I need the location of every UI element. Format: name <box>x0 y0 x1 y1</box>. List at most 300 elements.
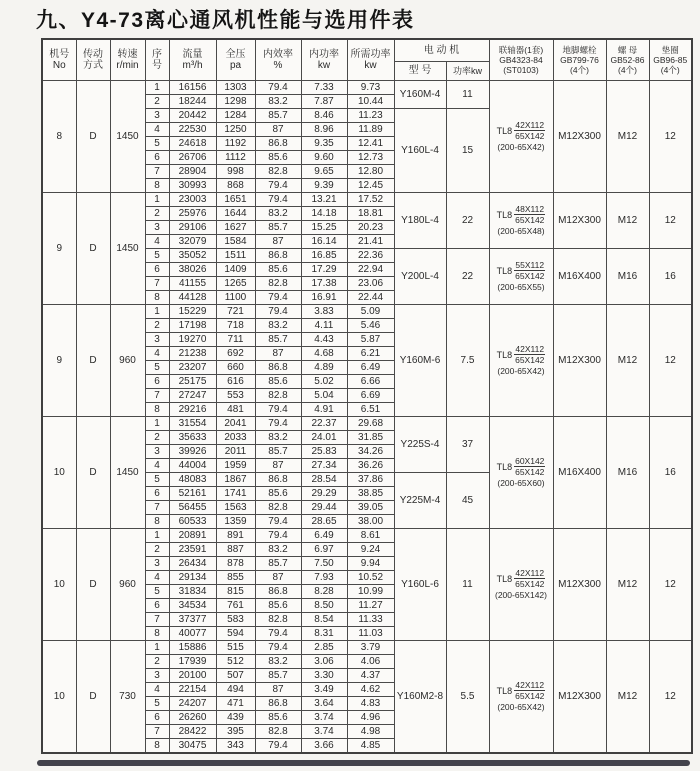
required-power-cell: 37.86 <box>347 473 394 487</box>
motor-power-cell: 22 <box>446 249 489 305</box>
motor-model-cell: Y200L-4 <box>394 249 446 305</box>
efficiency-cell: 87 <box>255 571 301 585</box>
drive-cell: D <box>76 417 110 529</box>
efficiency-header: 内效率 % <box>255 39 301 81</box>
seq-cell: 5 <box>145 585 169 599</box>
flow-cell: 32079 <box>169 235 216 249</box>
inner-power-cell: 7.50 <box>301 557 347 571</box>
seq-cell: 8 <box>145 179 169 193</box>
required-power-cell: 9.73 <box>347 81 394 95</box>
washer-cell: 16 <box>649 249 692 305</box>
washer-cell: 16 <box>649 417 692 529</box>
efficiency-cell: 83.2 <box>255 95 301 109</box>
seq-cell: 2 <box>145 431 169 445</box>
seq-cell: 3 <box>145 557 169 571</box>
flow-cell: 23591 <box>169 543 216 557</box>
pressure-cell: 1644 <box>216 207 255 221</box>
page-bottom-shadow <box>37 760 690 766</box>
efficiency-cell: 85.6 <box>255 487 301 501</box>
flow-cell: 20442 <box>169 109 216 123</box>
inner-power-cell: 7.33 <box>301 81 347 95</box>
inner-power-cell: 13.21 <box>301 193 347 207</box>
flow-header: 流量 m³/h <box>169 39 216 81</box>
inner-power-cell: 14.18 <box>301 207 347 221</box>
pressure-cell: 718 <box>216 319 255 333</box>
efficiency-cell: 85.6 <box>255 375 301 389</box>
required-power-cell: 12.45 <box>347 179 394 193</box>
pressure-cell: 1192 <box>216 137 255 151</box>
required-power-cell: 4.62 <box>347 683 394 697</box>
pressure-cell: 660 <box>216 361 255 375</box>
required-power-cell: 4.85 <box>347 739 394 754</box>
inner-power-cell: 8.50 <box>301 599 347 613</box>
machine-no-cell: 10 <box>42 641 76 754</box>
motor-power-cell: 7.5 <box>446 305 489 417</box>
motor-model-cell: Y160M2-8 <box>394 641 446 754</box>
anchor-bolt-cell: M12X300 <box>553 529 606 641</box>
nut-cell: M16 <box>606 249 649 305</box>
pressure-cell: 815 <box>216 585 255 599</box>
efficiency-cell: 79.4 <box>255 179 301 193</box>
pressure-cell: 1112 <box>216 151 255 165</box>
inner-power-cell: 8.28 <box>301 585 347 599</box>
pressure-cell: 616 <box>216 375 255 389</box>
flow-cell: 24207 <box>169 697 216 711</box>
required-power-cell: 23.06 <box>347 277 394 291</box>
inner-power-cell: 27.34 <box>301 459 347 473</box>
motor-model-cell: Y160L-6 <box>394 529 446 641</box>
speed-cell: 1450 <box>110 417 145 529</box>
speed-cell: 730 <box>110 641 145 754</box>
pressure-cell: 1741 <box>216 487 255 501</box>
efficiency-cell: 86.8 <box>255 361 301 375</box>
inner-power-cell: 3.64 <box>301 697 347 711</box>
efficiency-cell: 82.8 <box>255 277 301 291</box>
flow-cell: 15229 <box>169 305 216 319</box>
motor-model-cell: Y180L-4 <box>394 193 446 249</box>
required-power-cell: 39.05 <box>347 501 394 515</box>
efficiency-cell: 86.8 <box>255 137 301 151</box>
flow-cell: 35052 <box>169 249 216 263</box>
flow-cell: 28422 <box>169 725 216 739</box>
pressure-cell: 1651 <box>216 193 255 207</box>
inner-power-cell: 6.97 <box>301 543 347 557</box>
required-power-cell: 22.36 <box>347 249 394 263</box>
anchor-bolt-cell: M12X300 <box>553 81 606 193</box>
pressure-cell: 1867 <box>216 473 255 487</box>
inner-power-cell: 9.39 <box>301 179 347 193</box>
seq-cell: 5 <box>145 249 169 263</box>
required-power-cell: 12.80 <box>347 165 394 179</box>
pressure-cell: 878 <box>216 557 255 571</box>
required-power-cell: 11.03 <box>347 627 394 641</box>
pressure-cell: 868 <box>216 179 255 193</box>
flow-cell: 25976 <box>169 207 216 221</box>
inner-power-cell: 17.29 <box>301 263 347 277</box>
inner-power-cell: 7.93 <box>301 571 347 585</box>
speed-cell: 960 <box>110 529 145 641</box>
flow-cell: 19270 <box>169 333 216 347</box>
required-power-cell: 5.46 <box>347 319 394 333</box>
inner-power-cell: 8.31 <box>301 627 347 641</box>
required-power-cell: 9.94 <box>347 557 394 571</box>
efficiency-cell: 79.4 <box>255 305 301 319</box>
drive-cell: D <box>76 193 110 305</box>
seq-cell: 5 <box>145 697 169 711</box>
seq-cell: 1 <box>145 81 169 95</box>
pressure-cell: 1359 <box>216 515 255 529</box>
seq-cell: 3 <box>145 445 169 459</box>
speed-cell: 960 <box>110 305 145 417</box>
inner-power-cell: 8.46 <box>301 109 347 123</box>
motor-model-cell: Y225M-4 <box>394 473 446 529</box>
washer-cell: 12 <box>649 529 692 641</box>
drive-header: 传动 方式 <box>76 39 110 81</box>
seq-cell: 3 <box>145 669 169 683</box>
inner-power-cell: 4.43 <box>301 333 347 347</box>
flow-cell: 27247 <box>169 389 216 403</box>
pressure-cell: 481 <box>216 403 255 417</box>
required-power-cell: 18.81 <box>347 207 394 221</box>
inner-power-cell: 3.49 <box>301 683 347 697</box>
inner-power-cell: 17.38 <box>301 277 347 291</box>
nut-cell: M12 <box>606 81 649 193</box>
required-power-cell: 3.79 <box>347 641 394 655</box>
seq-cell: 5 <box>145 473 169 487</box>
inner-power-cell: 4.91 <box>301 403 347 417</box>
seq-cell: 2 <box>145 207 169 221</box>
coupling-cell: TL8 $\frac{48X112}{65X142}$ (200-65X48) <box>489 193 553 249</box>
inner-power-cell: 22.37 <box>301 417 347 431</box>
pressure-cell: 998 <box>216 165 255 179</box>
required-power-cell: 11.27 <box>347 599 394 613</box>
seq-cell: 1 <box>145 193 169 207</box>
speed-cell: 1450 <box>110 193 145 305</box>
table-header <box>42 39 692 81</box>
pressure-cell: 1409 <box>216 263 255 277</box>
inner-power-cell: 9.65 <box>301 165 347 179</box>
required-power-cell: 6.66 <box>347 375 394 389</box>
motor-power-cell: 15 <box>446 109 489 193</box>
table-row <box>42 417 692 431</box>
efficiency-cell: 79.4 <box>255 627 301 641</box>
required-power-cell: 21.41 <box>347 235 394 249</box>
flow-cell: 18244 <box>169 95 216 109</box>
flow-cell: 31834 <box>169 585 216 599</box>
nut-cell: M12 <box>606 305 649 417</box>
nut-cell: M16 <box>606 417 649 529</box>
flow-cell: 26260 <box>169 711 216 725</box>
inner-power-cell: 3.74 <box>301 711 347 725</box>
washer-cell: 12 <box>649 193 692 249</box>
motor-group-header: 电 动 机 <box>394 39 489 61</box>
machine-no-header: 机号 No <box>42 39 76 81</box>
required-power-cell: 36.26 <box>347 459 394 473</box>
efficiency-cell: 85.6 <box>255 151 301 165</box>
anchor-bolt-cell: M12X300 <box>553 193 606 249</box>
motor-power-cell: 37 <box>446 417 489 473</box>
seq-cell: 4 <box>145 683 169 697</box>
efficiency-cell: 85.6 <box>255 711 301 725</box>
flow-cell: 20100 <box>169 669 216 683</box>
pressure-cell: 711 <box>216 333 255 347</box>
anchor-bolt-cell: M12X300 <box>553 305 606 417</box>
washer-cell: 12 <box>649 305 692 417</box>
flow-cell: 41155 <box>169 277 216 291</box>
inner-power-cell: 4.89 <box>301 361 347 375</box>
pressure-cell: 507 <box>216 669 255 683</box>
seq-cell: 1 <box>145 641 169 655</box>
pressure-cell: 2033 <box>216 431 255 445</box>
pressure-cell: 471 <box>216 697 255 711</box>
inner-power-cell: 3.06 <box>301 655 347 669</box>
anchor-bolt-cell: M16X400 <box>553 417 606 529</box>
flow-cell: 35633 <box>169 431 216 445</box>
seq-cell: 6 <box>145 487 169 501</box>
flow-cell: 23207 <box>169 361 216 375</box>
inner-power-cell: 5.04 <box>301 389 347 403</box>
pressure-cell: 553 <box>216 389 255 403</box>
efficiency-cell: 86.8 <box>255 473 301 487</box>
inner-power-cell: 16.14 <box>301 235 347 249</box>
inner-power-cell: 6.49 <box>301 529 347 543</box>
table-row <box>42 305 692 319</box>
flow-cell: 16156 <box>169 81 216 95</box>
efficiency-cell: 86.8 <box>255 697 301 711</box>
motor-power-cell: 11 <box>446 81 489 109</box>
motor-model-cell: Y160L-4 <box>394 109 446 193</box>
required-power-cell: 12.73 <box>347 151 394 165</box>
motor-power-cell: 5.5 <box>446 641 489 754</box>
drive-cell: D <box>76 305 110 417</box>
required-power-cell: 17.52 <box>347 193 394 207</box>
inner-power-cell: 28.54 <box>301 473 347 487</box>
inner-power-cell: 24.01 <box>301 431 347 445</box>
efficiency-cell: 83.2 <box>255 319 301 333</box>
flow-cell: 44004 <box>169 459 216 473</box>
seq-cell: 1 <box>145 305 169 319</box>
flow-cell: 22154 <box>169 683 216 697</box>
nut-cell: M12 <box>606 193 649 249</box>
seq-cell: 7 <box>145 277 169 291</box>
machine-no-cell: 9 <box>42 305 76 417</box>
pressure-cell: 1563 <box>216 501 255 515</box>
efficiency-cell: 83.2 <box>255 431 301 445</box>
seq-cell: 4 <box>145 347 169 361</box>
pressure-cell: 761 <box>216 599 255 613</box>
efficiency-cell: 79.4 <box>255 739 301 754</box>
required-power-cell: 5.09 <box>347 305 394 319</box>
flow-cell: 39926 <box>169 445 216 459</box>
seq-cell: 2 <box>145 319 169 333</box>
anchor-bolt-header: 地脚螺栓 GB799-76 (4个) <box>553 39 606 81</box>
pressure-cell: 1298 <box>216 95 255 109</box>
efficiency-cell: 79.4 <box>255 515 301 529</box>
nut-cell: M12 <box>606 529 649 641</box>
inner-power-cell: 3.66 <box>301 739 347 754</box>
table-body <box>42 81 692 754</box>
seq-cell: 2 <box>145 655 169 669</box>
machine-no-cell: 10 <box>42 529 76 641</box>
seq-cell: 3 <box>145 333 169 347</box>
efficiency-cell: 79.4 <box>255 291 301 305</box>
efficiency-cell: 87 <box>255 123 301 137</box>
pressure-cell: 1584 <box>216 235 255 249</box>
pressure-cell: 583 <box>216 613 255 627</box>
efficiency-cell: 85.6 <box>255 599 301 613</box>
required-power-cell: 22.44 <box>347 291 394 305</box>
efficiency-cell: 83.2 <box>255 655 301 669</box>
flow-cell: 44128 <box>169 291 216 305</box>
pressure-cell: 692 <box>216 347 255 361</box>
motor-model-cell: Y160M-4 <box>394 81 446 109</box>
flow-cell: 17198 <box>169 319 216 333</box>
flow-cell: 38026 <box>169 263 216 277</box>
flow-cell: 21238 <box>169 347 216 361</box>
motor-model-cell: Y160M-6 <box>394 305 446 417</box>
machine-no-cell: 9 <box>42 193 76 305</box>
page-title: 九、Y4-73离心通风机性能与选用件表 <box>36 9 415 32</box>
coupling-header: 联轴器(1套) GB4323-84 (ST0103) <box>489 39 553 81</box>
washer-header: 垫圈 GB96-85 (4个) <box>649 39 692 81</box>
flow-cell: 24618 <box>169 137 216 151</box>
efficiency-cell: 79.4 <box>255 403 301 417</box>
required-power-cell: 4.96 <box>347 711 394 725</box>
drive-cell: D <box>76 641 110 754</box>
required-power-cell: 12.41 <box>347 137 394 151</box>
seq-cell: 7 <box>145 501 169 515</box>
seq-cell: 8 <box>145 515 169 529</box>
efficiency-cell: 87 <box>255 459 301 473</box>
inner-power-cell: 3.30 <box>301 669 347 683</box>
required-power-cell: 38.85 <box>347 487 394 501</box>
flow-cell: 56455 <box>169 501 216 515</box>
flow-cell: 31554 <box>169 417 216 431</box>
required-power-cell: 6.21 <box>347 347 394 361</box>
table-row <box>42 193 692 207</box>
required-power-cell: 10.52 <box>347 571 394 585</box>
washer-cell: 12 <box>649 81 692 193</box>
efficiency-cell: 85.7 <box>255 333 301 347</box>
motor-power-cell: 45 <box>446 473 489 529</box>
motor-power-header: 功率kw <box>446 61 489 80</box>
pressure-cell: 891 <box>216 529 255 543</box>
required-power-cell: 11.89 <box>347 123 394 137</box>
machine-no-cell: 8 <box>42 81 76 193</box>
flow-cell: 25175 <box>169 375 216 389</box>
nut-cell: M12 <box>606 641 649 754</box>
efficiency-cell: 79.4 <box>255 641 301 655</box>
seq-cell: 5 <box>145 361 169 375</box>
seq-cell: 7 <box>145 165 169 179</box>
flow-cell: 60533 <box>169 515 216 529</box>
inner-power-cell: 28.65 <box>301 515 347 529</box>
pressure-cell: 2041 <box>216 417 255 431</box>
anchor-bolt-cell: M12X300 <box>553 641 606 754</box>
efficiency-cell: 79.4 <box>255 81 301 95</box>
seq-cell: 1 <box>145 417 169 431</box>
flow-cell: 30475 <box>169 739 216 754</box>
fan-spec-table <box>41 38 693 754</box>
required-power-cell: 5.87 <box>347 333 394 347</box>
pressure-cell: 395 <box>216 725 255 739</box>
seq-cell: 8 <box>145 291 169 305</box>
required-power-cell: 4.83 <box>347 697 394 711</box>
flow-cell: 29106 <box>169 221 216 235</box>
flow-cell: 29134 <box>169 571 216 585</box>
seq-cell: 7 <box>145 725 169 739</box>
inner-power-cell: 16.91 <box>301 291 347 305</box>
efficiency-cell: 82.8 <box>255 725 301 739</box>
efficiency-cell: 82.8 <box>255 389 301 403</box>
flow-cell: 29216 <box>169 403 216 417</box>
inner-power-cell: 7.87 <box>301 95 347 109</box>
inner-power-header: 内功率 kw <box>301 39 347 81</box>
required-power-cell: 10.44 <box>347 95 394 109</box>
inner-power-cell: 29.44 <box>301 501 347 515</box>
inner-power-cell: 3.83 <box>301 305 347 319</box>
coupling-cell: TL8 $\frac{42X112}{65X142}$ (200-65X42) <box>489 641 553 754</box>
efficiency-cell: 85.7 <box>255 445 301 459</box>
efficiency-cell: 85.7 <box>255 109 301 123</box>
inner-power-cell: 16.85 <box>301 249 347 263</box>
inner-power-cell: 15.25 <box>301 221 347 235</box>
inner-power-cell: 9.60 <box>301 151 347 165</box>
efficiency-cell: 85.7 <box>255 557 301 571</box>
required-power-cell: 34.26 <box>347 445 394 459</box>
efficiency-cell: 85.6 <box>255 263 301 277</box>
motor-power-cell: 11 <box>446 529 489 641</box>
flow-cell: 40077 <box>169 627 216 641</box>
flow-cell: 34534 <box>169 599 216 613</box>
pressure-cell: 515 <box>216 641 255 655</box>
efficiency-cell: 85.7 <box>255 221 301 235</box>
efficiency-cell: 79.4 <box>255 417 301 431</box>
anchor-bolt-cell: M16X400 <box>553 249 606 305</box>
efficiency-cell: 87 <box>255 235 301 249</box>
seq-cell: 3 <box>145 221 169 235</box>
pressure-cell: 1284 <box>216 109 255 123</box>
pressure-cell: 594 <box>216 627 255 641</box>
seq-cell: 8 <box>145 403 169 417</box>
pressure-cell: 855 <box>216 571 255 585</box>
required-power-header: 所需功率 kw <box>347 39 394 81</box>
required-power-cell: 11.23 <box>347 109 394 123</box>
efficiency-cell: 86.8 <box>255 249 301 263</box>
table-row <box>42 641 692 655</box>
seq-cell: 6 <box>145 375 169 389</box>
required-power-cell: 9.24 <box>347 543 394 557</box>
flow-cell: 23003 <box>169 193 216 207</box>
pressure-cell: 887 <box>216 543 255 557</box>
flow-cell: 20891 <box>169 529 216 543</box>
required-power-cell: 31.85 <box>347 431 394 445</box>
seq-cell: 4 <box>145 459 169 473</box>
efficiency-cell: 87 <box>255 683 301 697</box>
speed-header: 转速 r/min <box>110 39 145 81</box>
required-power-cell: 29.68 <box>347 417 394 431</box>
required-power-cell: 22.94 <box>347 263 394 277</box>
efficiency-cell: 82.8 <box>255 165 301 179</box>
machine-no-cell: 10 <box>42 417 76 529</box>
seq-cell: 6 <box>145 151 169 165</box>
required-power-cell: 6.49 <box>347 361 394 375</box>
required-power-cell: 6.51 <box>347 403 394 417</box>
flow-cell: 48083 <box>169 473 216 487</box>
seq-cell: 7 <box>145 613 169 627</box>
pressure-cell: 721 <box>216 305 255 319</box>
pressure-cell: 439 <box>216 711 255 725</box>
